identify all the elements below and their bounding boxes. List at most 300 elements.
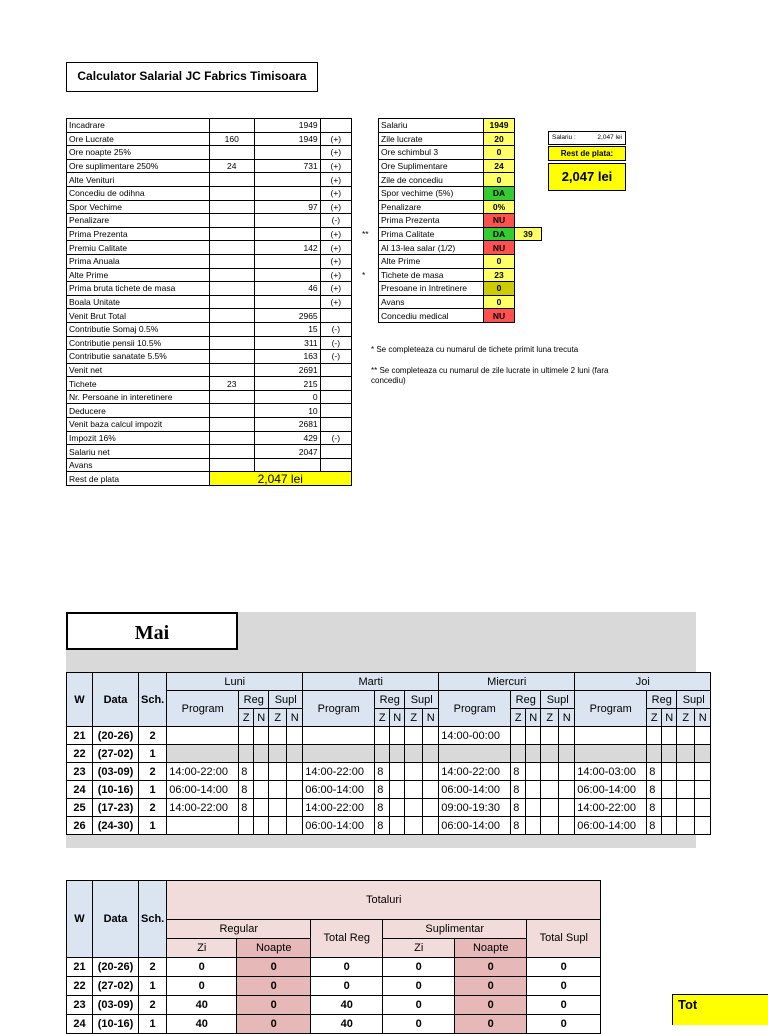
supl-z-cell <box>269 781 287 799</box>
reg-z-cell: 8 <box>239 763 254 781</box>
row-sign <box>320 404 351 418</box>
row-amount: 311 <box>254 336 320 350</box>
program-cell[interactable] <box>303 745 375 763</box>
header-n: N <box>695 709 711 727</box>
table-row <box>67 817 711 835</box>
row-qty <box>209 282 254 296</box>
program-cell[interactable] <box>303 727 375 745</box>
row-label: Premiu Calitate <box>67 241 210 255</box>
table-row <box>67 390 352 404</box>
summary-box <box>548 131 626 191</box>
row-shift: 2 <box>139 763 167 781</box>
table-row <box>67 781 711 799</box>
schedule-clip <box>66 672 768 844</box>
input-mark <box>360 132 379 146</box>
input-extra <box>515 186 542 200</box>
reg-n-cell <box>390 817 405 835</box>
noapte-cell: 0 <box>237 958 311 977</box>
reg-z-cell <box>647 727 662 745</box>
reg-z-cell: 8 <box>511 817 526 835</box>
input-row <box>360 309 542 323</box>
totals-header-data: Data <box>93 881 139 958</box>
program-cell[interactable]: 06:00-14:00 <box>303 817 375 835</box>
input-extra <box>515 254 542 268</box>
row-sign: (+) <box>320 159 351 173</box>
header-z: Z <box>405 709 423 727</box>
totals-header-w: W <box>67 881 93 958</box>
row-label: Concediu de odihna <box>67 186 210 200</box>
supl-z-cell <box>269 745 287 763</box>
row-amount: 15 <box>254 322 320 336</box>
program-cell[interactable] <box>167 817 239 835</box>
program-cell[interactable]: 09:00-19:30 <box>439 799 511 817</box>
row-label: Ore suplimentare 250% <box>67 159 210 173</box>
row-date: (24-30) <box>93 817 139 835</box>
supl-n-cell <box>559 727 575 745</box>
header-noapte: Noapte <box>237 939 311 958</box>
zi-cell: 40 <box>167 996 237 1015</box>
row-qty <box>209 119 254 133</box>
supl-n-cell <box>559 781 575 799</box>
reg-n-cell <box>662 727 677 745</box>
row-week: 23 <box>67 996 93 1015</box>
supl-z-cell <box>541 763 559 781</box>
row-label: Prima bruta tichete de masa <box>67 282 210 296</box>
input-row <box>360 268 542 282</box>
row-week: 26 <box>67 817 93 835</box>
reg-n-cell <box>526 763 541 781</box>
row-amount: 429 <box>254 431 320 445</box>
row-sign: (-) <box>320 322 351 336</box>
program-cell[interactable]: 06:00-14:00 <box>439 781 511 799</box>
row-week: 25 <box>67 799 93 817</box>
row-sign: (+) <box>320 295 351 309</box>
header-program: Program <box>439 691 511 727</box>
reg-z-cell: 8 <box>375 763 390 781</box>
table-row <box>67 418 352 432</box>
table-row <box>67 159 352 173</box>
supl-z-cell <box>269 763 287 781</box>
row-sign: (-) <box>320 350 351 364</box>
input-label: Ore Suplimentare <box>379 159 484 173</box>
row-qty <box>209 350 254 364</box>
total-reg-cell: 40 <box>311 996 383 1015</box>
input-value[interactable]: NU <box>484 214 515 228</box>
row-label: Ore noapte 25% <box>67 146 210 160</box>
supl-z-cell <box>541 745 559 763</box>
input-label: Concediu medical <box>379 309 484 323</box>
row-sign: (+) <box>320 186 351 200</box>
program-cell[interactable]: 06:00-14:00 <box>167 781 239 799</box>
program-cell[interactable]: 06:00-14:00 <box>575 817 647 835</box>
totals-title: Totaluri <box>167 881 601 920</box>
supl-z-cell <box>677 781 695 799</box>
header-regular: Regular <box>167 920 311 939</box>
header-supl-noapte: Noapte <box>455 939 527 958</box>
program-cell[interactable]: 14:00-22:00 <box>575 799 647 817</box>
reg-z-cell: 8 <box>511 781 526 799</box>
row-qty: 24 <box>209 159 254 173</box>
day-header-miercuri: Miercuri <box>439 673 575 691</box>
header-data: Data <box>93 673 139 727</box>
row-label: Boala Unitate <box>67 295 210 309</box>
table-row <box>67 363 352 377</box>
row-date: (03-09) <box>93 763 139 781</box>
supl-n-cell <box>423 745 439 763</box>
day-header-joi: Joi <box>575 673 711 691</box>
row-label: Spor Vechime <box>67 200 210 214</box>
header-program: Program <box>575 691 647 727</box>
input-mark <box>360 241 379 255</box>
row-amount: 1949 <box>254 119 320 133</box>
row-date: (27-02) <box>93 977 139 996</box>
input-value[interactable]: 23 <box>484 268 515 282</box>
row-amount: 2965 <box>254 309 320 323</box>
input-mark <box>360 200 379 214</box>
row-label: Contributie sanatate 5.5% <box>67 350 210 364</box>
input-row <box>360 227 542 241</box>
program-cell[interactable] <box>167 745 239 763</box>
table-row <box>67 336 352 350</box>
row-qty <box>209 200 254 214</box>
supl-z-cell <box>677 817 695 835</box>
salary-summary-value: 2,047 lei <box>597 134 622 141</box>
input-value[interactable]: 0 <box>484 254 515 268</box>
row-label: Alte Venituri <box>67 173 210 187</box>
row-shift: 2 <box>139 996 167 1015</box>
row-amount: 215 <box>254 377 320 391</box>
totals-header-sch: Sch. <box>139 881 167 958</box>
noapte-cell: 0 <box>237 996 311 1015</box>
row-shift: 1 <box>139 781 167 799</box>
program-cell[interactable]: 06:00-14:00 <box>303 781 375 799</box>
supl-n-cell <box>423 727 439 745</box>
input-extra <box>515 241 542 255</box>
input-mark <box>360 309 379 323</box>
input-label: Ore schimbul 3 <box>379 146 484 160</box>
program-cell[interactable]: 14:00-03:00 <box>575 763 647 781</box>
reg-n-cell <box>254 745 269 763</box>
input-row <box>360 241 542 255</box>
table-row <box>67 173 352 187</box>
header-reg: Reg <box>239 691 269 709</box>
input-mark <box>360 159 379 173</box>
input-row <box>360 119 542 133</box>
row-sign: (+) <box>320 227 351 241</box>
program-cell[interactable]: 14:00-22:00 <box>439 763 511 781</box>
row-shift: 2 <box>139 727 167 745</box>
header-n: N <box>662 709 677 727</box>
row-qty <box>209 363 254 377</box>
row-amount: 142 <box>254 241 320 255</box>
reg-z-cell: 8 <box>511 799 526 817</box>
rest-value: 2,047 lei <box>548 163 626 191</box>
header-z: Z <box>511 709 526 727</box>
header-supl: Supl <box>677 691 711 709</box>
reg-z-cell <box>375 745 390 763</box>
row-label: Venit baza calcul impozit <box>67 418 210 432</box>
row-sign: (+) <box>320 268 351 282</box>
input-row <box>360 254 542 268</box>
supl-n-cell <box>287 781 303 799</box>
supl-zi-cell: 0 <box>383 958 455 977</box>
schedule-table <box>66 672 711 835</box>
row-date: (10-16) <box>93 1015 139 1034</box>
row-amount <box>254 268 320 282</box>
reg-n-cell <box>662 817 677 835</box>
table-row <box>67 241 352 255</box>
table-row <box>67 214 352 228</box>
input-label: Salariu <box>379 119 484 133</box>
total-supl-cell: 0 <box>527 958 601 977</box>
supl-n-cell <box>423 799 439 817</box>
program-cell[interactable] <box>575 727 647 745</box>
noapte-cell: 0 <box>237 977 311 996</box>
row-date: (27-02) <box>93 745 139 763</box>
input-extra <box>515 295 542 309</box>
total-supl-cell: 0 <box>527 996 601 1015</box>
row-qty: 160 <box>209 132 254 146</box>
row-shift: 1 <box>139 977 167 996</box>
supl-n-cell <box>695 745 711 763</box>
input-value[interactable]: 0 <box>484 146 515 160</box>
reg-z-cell: 8 <box>375 817 390 835</box>
input-value[interactable]: 1949 <box>484 119 515 133</box>
supl-n-cell <box>287 745 303 763</box>
reg-z-cell <box>511 745 526 763</box>
supl-z-cell <box>405 745 423 763</box>
inputs-table <box>360 118 542 323</box>
row-date: (17-23) <box>93 799 139 817</box>
supl-z-cell <box>541 781 559 799</box>
header-program: Program <box>167 691 239 727</box>
supl-n-cell <box>559 763 575 781</box>
row-date: (20-26) <box>93 958 139 977</box>
supl-z-cell <box>405 781 423 799</box>
table-row <box>67 745 711 763</box>
input-extra <box>515 146 542 160</box>
header-n: N <box>559 709 575 727</box>
reg-n-cell <box>254 817 269 835</box>
row-sign: (-) <box>320 214 351 228</box>
header-n: N <box>526 709 541 727</box>
zi-cell: 0 <box>167 958 237 977</box>
supl-z-cell <box>541 817 559 835</box>
reg-z-cell <box>239 817 254 835</box>
row-amount: 10 <box>254 404 320 418</box>
row-label: Impozit 16% <box>67 431 210 445</box>
reg-z-cell <box>375 727 390 745</box>
total-supl-cell: 0 <box>527 977 601 996</box>
header-zi: Zi <box>167 939 237 958</box>
row-sign <box>320 418 351 432</box>
reg-z-cell <box>647 745 662 763</box>
row-qty <box>209 227 254 241</box>
input-label: Alte Prime <box>379 254 484 268</box>
header-n: N <box>254 709 269 727</box>
input-value[interactable]: 0 <box>484 282 515 296</box>
row-amount: 2047 <box>254 445 320 459</box>
input-value[interactable]: NU <box>484 241 515 255</box>
header-reg: Reg <box>375 691 405 709</box>
input-row <box>360 295 542 309</box>
table-row <box>67 186 352 200</box>
row-amount: 1949 <box>254 132 320 146</box>
input-value[interactable]: 0 <box>484 295 515 309</box>
input-label: Avans <box>379 295 484 309</box>
input-row <box>360 214 542 228</box>
header-z: Z <box>677 709 695 727</box>
header-z: Z <box>269 709 287 727</box>
row-week: 24 <box>67 781 93 799</box>
row-qty <box>209 295 254 309</box>
reg-z-cell: 8 <box>511 763 526 781</box>
row-week: 21 <box>67 958 93 977</box>
input-mark <box>360 186 379 200</box>
input-mark <box>360 119 379 133</box>
row-qty <box>209 390 254 404</box>
table-row <box>67 445 352 459</box>
rest-value: 2,047 lei <box>209 472 352 486</box>
reg-n-cell <box>390 727 405 745</box>
reg-n-cell <box>390 781 405 799</box>
row-sign: (+) <box>320 200 351 214</box>
row-amount <box>254 214 320 228</box>
row-sign: (+) <box>320 132 351 146</box>
program-cell[interactable] <box>167 727 239 745</box>
supl-n-cell <box>559 799 575 817</box>
program-cell[interactable]: 14:00-22:00 <box>167 799 239 817</box>
row-sign <box>320 458 351 472</box>
supl-z-cell <box>541 799 559 817</box>
program-cell[interactable] <box>575 745 647 763</box>
reg-n-cell <box>662 781 677 799</box>
input-value[interactable]: 0 <box>484 173 515 187</box>
row-qty <box>209 268 254 282</box>
salary-summary <box>548 131 626 145</box>
row-sign <box>320 390 351 404</box>
input-value[interactable]: 20 <box>484 132 515 146</box>
supl-n-cell <box>559 745 575 763</box>
header-suplimentar: Suplimentar <box>383 920 527 939</box>
input-label: Zile de concediu <box>379 173 484 187</box>
program-cell[interactable]: 14:00-22:00 <box>303 763 375 781</box>
row-label: Incadrare <box>67 119 210 133</box>
supl-n-cell <box>287 727 303 745</box>
row-sign: (-) <box>320 336 351 350</box>
table-row <box>67 200 352 214</box>
row-label: Tichete <box>67 377 210 391</box>
row-sign <box>320 363 351 377</box>
supl-n-cell <box>287 817 303 835</box>
input-value[interactable]: 24 <box>484 159 515 173</box>
row-label: Prima Prezenta <box>67 227 210 241</box>
row-sign: (+) <box>320 241 351 255</box>
day-header-marti: Marti <box>303 673 439 691</box>
salary-calc-table <box>66 118 352 486</box>
reg-z-cell <box>239 727 254 745</box>
reg-n-cell <box>390 763 405 781</box>
table-row <box>67 268 352 282</box>
header-n: N <box>287 709 303 727</box>
row-amount: 731 <box>254 159 320 173</box>
reg-z-cell: 8 <box>647 817 662 835</box>
input-value[interactable]: NU <box>484 309 515 323</box>
row-label: Alte Prime <box>67 268 210 282</box>
row-qty <box>209 214 254 228</box>
zi-cell: 0 <box>167 977 237 996</box>
row-sign: (+) <box>320 254 351 268</box>
day-header-luni: Luni <box>167 673 303 691</box>
program-cell[interactable]: 14:00-22:00 <box>167 763 239 781</box>
row-qty <box>209 431 254 445</box>
total-supl-cell: 0 <box>527 1015 601 1034</box>
header-program: Program <box>303 691 375 727</box>
input-value[interactable]: 0% <box>484 200 515 214</box>
program-cell[interactable]: 14:00-00:00 <box>439 727 511 745</box>
table-row <box>67 404 352 418</box>
supl-n-cell <box>287 799 303 817</box>
row-week: 24 <box>67 1015 93 1034</box>
program-cell[interactable]: 06:00-14:00 <box>439 817 511 835</box>
table-row <box>67 431 352 445</box>
header-z: Z <box>647 709 662 727</box>
table-row <box>67 458 352 472</box>
row-qty <box>209 309 254 323</box>
row-sign <box>320 309 351 323</box>
row-shift: 1 <box>139 1015 167 1034</box>
table-row <box>67 727 711 745</box>
total-reg-cell: 0 <box>311 958 383 977</box>
row-amount <box>254 227 320 241</box>
program-cell[interactable] <box>439 745 511 763</box>
supl-zi-cell: 0 <box>383 1015 455 1034</box>
input-row <box>360 200 542 214</box>
supl-z-cell <box>269 817 287 835</box>
input-value[interactable]: DA <box>484 186 515 200</box>
row-amount <box>254 186 320 200</box>
table-row <box>67 763 711 781</box>
supl-z-cell <box>405 817 423 835</box>
row-shift: 1 <box>139 817 167 835</box>
program-cell[interactable]: 06:00-14:00 <box>575 781 647 799</box>
program-cell[interactable]: 14:00-22:00 <box>303 799 375 817</box>
input-extra <box>515 309 542 323</box>
row-qty <box>209 322 254 336</box>
input-extra <box>515 282 542 296</box>
table-row <box>67 977 601 996</box>
row-label: Venit net <box>67 363 210 377</box>
input-extra <box>515 268 542 282</box>
header-w: W <box>67 673 93 727</box>
note-tichete: * Se completeaza cu numarul de tichete primit luna trecuta <box>371 345 579 354</box>
row-label: Contributie Somaj 0.5% <box>67 322 210 336</box>
header-n: N <box>390 709 405 727</box>
reg-n-cell <box>526 781 541 799</box>
input-value[interactable]: DA <box>484 227 515 241</box>
supl-z-cell <box>677 727 695 745</box>
zi-cell: 40 <box>167 1015 237 1034</box>
row-label: Prima Anuala <box>67 254 210 268</box>
header-supl: Supl <box>541 691 575 709</box>
input-extra <box>515 132 542 146</box>
salary-summary-label: Salariu : <box>552 134 576 141</box>
row-amount: 2691 <box>254 363 320 377</box>
supl-noapte-cell: 0 <box>455 958 527 977</box>
noapte-cell: 0 <box>237 1015 311 1034</box>
supl-zi-cell: 0 <box>383 996 455 1015</box>
reg-n-cell <box>662 799 677 817</box>
